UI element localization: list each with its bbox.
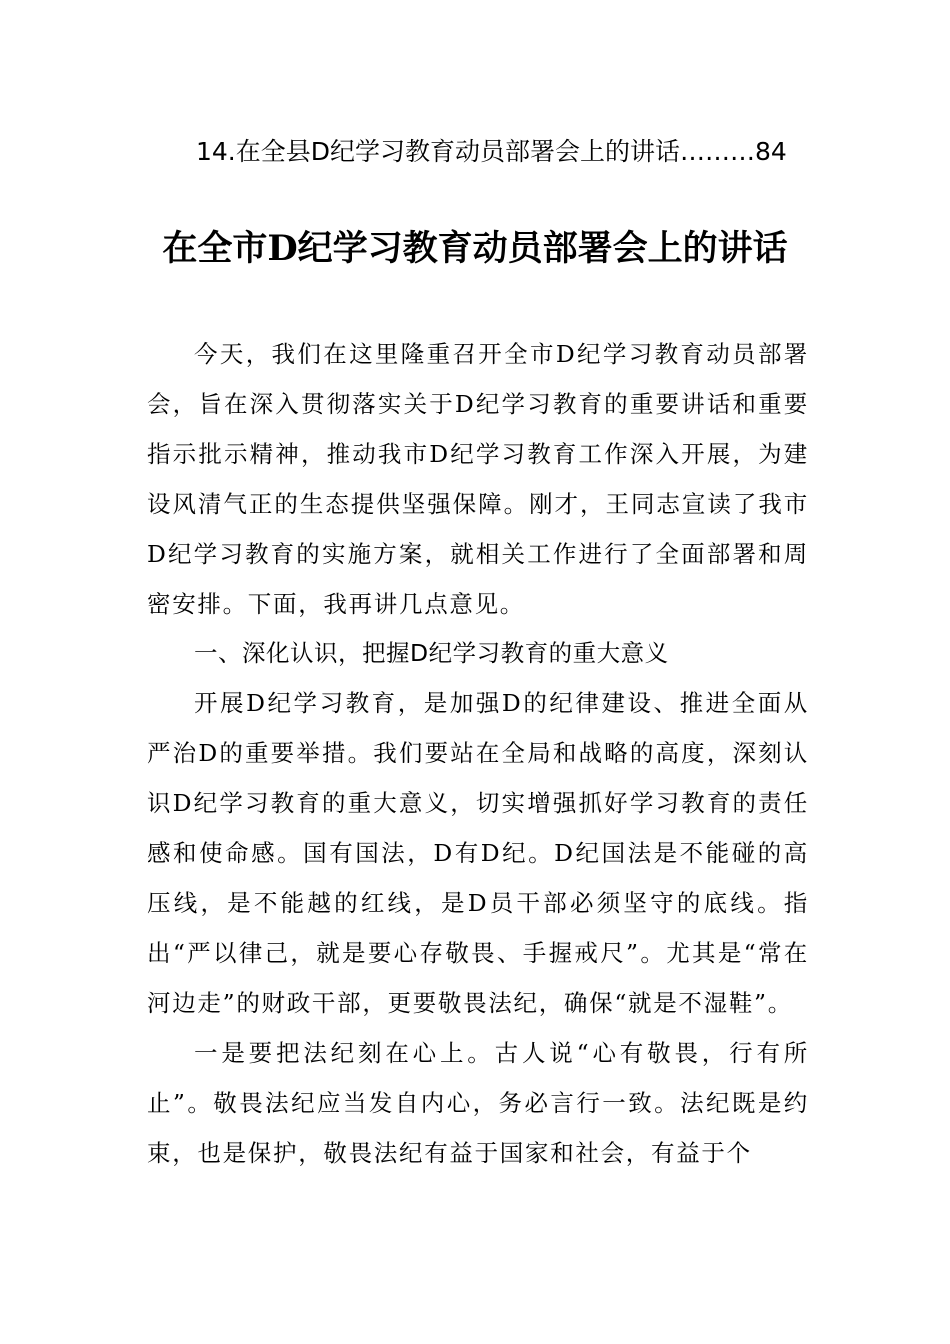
paragraph-point-1: 一是要把法纪刻在心上。古人说“心有敬畏，行有所止”。敬畏法纪应当发自内心，务必言行一致。法纪既是约束，也是保护，敬畏法纪有益于国家和社会，有益于个 bbox=[147, 1038, 809, 1167]
paragraph-intro: 今天，我们在这里隆重召开全市D纪学习教育动员部署会，旨在深入贯彻落实关于D纪学习教育的重要讲话和重要指示批示精神，推动我市D纪学习教育工作深入开展，为建设风清气正的生态提供坚强保障。刚才，王同志宣读了我市D纪学习教育的实施方案，就相关工作进行了全面部署和周密安排。下面，我再讲几点意见。 bbox=[147, 340, 809, 618]
section-heading-1: 一、深化认识，把握D纪学习教育的重大意义 bbox=[194, 639, 669, 668]
paragraph-significance: 开展D纪学习教育，是加强D的纪律建设、推进全面从严治D的重要举措。我们要站在全局和战略的高度，深刻认识D纪学习教育的重大意义，切实增强抓好学习教育的责任感和使命感。国有国法，D有D纪。D纪国法是不能碰的高压线，是不能越的红线，是D员干部必须坚守的底线。指出“严以律己，就是要心存敬畏、手握戒尺”。尤其是“常在河边走”的财政干部，更要敬畏法纪，确保“就是不湿鞋”。 bbox=[147, 689, 809, 1017]
document-title: 在全市D纪学习教育动员部署会上的讲话 bbox=[162, 228, 788, 269]
document-body bbox=[147, 330, 809, 1178]
toc-entry: 14.在全县D纪学习教育动员部署会上的讲话………84 bbox=[196, 137, 787, 166]
